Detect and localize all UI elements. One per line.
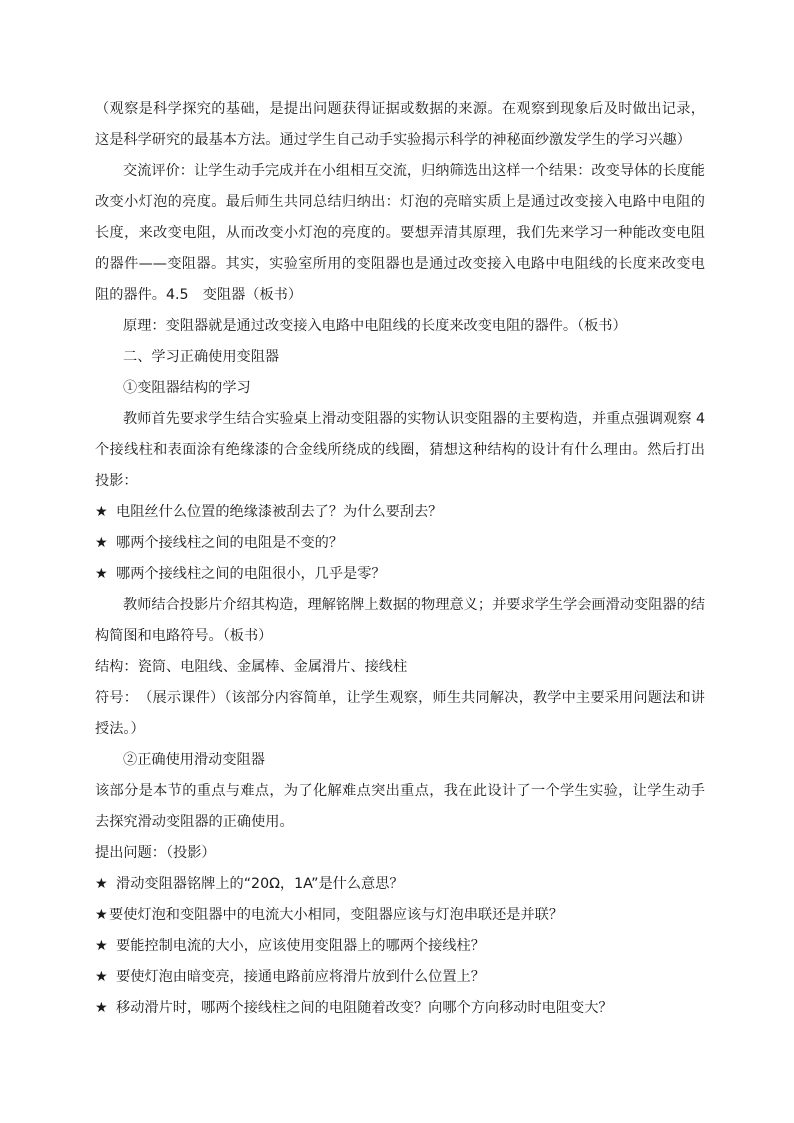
question-text: 电阻丝什么位置的绝缘漆被刮去了？为什么要刮去？ [116, 504, 443, 520]
paragraph-principle: 原理：变阻器就是通过改变接入电路中电阻线的长度来改变电阻的器件。（板书） [123, 318, 627, 334]
paragraph-teacher-instruction: 教师首先要求学生结合实验桌上滑动变阻器的实物认识变阻器的主要构造，并重点强调观察 4 个接线柱和表面涂有绝缘漆的合金线所绕成的线圈，猜想这种结构的设计有什么理由。然后打出投影： [95, 411, 705, 489]
question-text: 滑动变阻器铭牌上的“20Ω，1A”是什么意思？ [116, 876, 404, 892]
star-icon: ★ [95, 566, 108, 582]
question-item [95, 962, 705, 993]
star-icon: ★ [95, 504, 108, 520]
star-icon: ★ [95, 535, 108, 551]
subsection-heading-correct-use: ②正确使用滑动变阻器 [123, 752, 265, 768]
question-item [95, 900, 705, 931]
star-icon: ★ [95, 907, 108, 923]
paragraph-exchange-evaluation: 交流评价：让学生动手完成并在小组相互交流，归纳筛选出这样一个结果：改变导体的长度能改变小灯泡的亮度。最后师生共同总结归纳出：灯泡的亮暗实质上是通过改变接入电路中电阻的长度，来改变电阻，从而改变小灯泡的亮度的。要想弄清其原理，我们先来学习一种能改变电阻的器件——变阻器。其实，实验室所用的变阻器也是通过改变接入电路中电阻线的长度来改变电阻的器件。4.5 变阻器（板书） [95, 163, 705, 303]
question-text: 移动滑片时，哪两个接线柱之间的电阻随着改变？向哪个方向移动时电阻变大？ [116, 1000, 613, 1016]
question-item [95, 528, 705, 559]
section-heading-use-rheostat: 二、学习正确使用变阻器 [123, 349, 280, 365]
question-text: 哪两个接线柱之间的电阻是不变的？ [116, 535, 344, 551]
question-text: 要使灯泡和变阻器中的电流大小相同，变阻器应该与灯泡串联还是并联？ [109, 907, 564, 923]
question-item [95, 869, 705, 900]
question-item [95, 931, 705, 962]
question-text: 哪两个接线柱之间的电阻很小，几乎是零？ [116, 566, 386, 582]
star-icon: ★ [95, 969, 108, 985]
question-text: 要使灯泡由暗变亮，接通电路前应将滑片放到什么位置上？ [116, 969, 485, 985]
paragraph-symbol: 符号： （展示课件）（该部分内容简单，让学生观察，师生共同解决，教学中主要采用问题法和讲授法。） [95, 690, 705, 737]
question-item [95, 559, 705, 590]
document-page [95, 94, 705, 1024]
question-item [95, 993, 705, 1024]
star-icon: ★ [95, 876, 108, 892]
paragraph-key-point: 该部分是本节的重点与难点，为了化解难点突出重点，我在此设计了一个学生实验，让学生动手去探究滑动变阻器的正确使用。 [95, 783, 705, 830]
star-icon: ★ [95, 1000, 108, 1016]
paragraph-raise-questions: 提出问题：（投影） [95, 845, 216, 861]
paragraph-projection-intro: 教师结合投影片介绍其构造，理解铭牌上数据的物理意义；并要求学生学会画滑动变阻器的结构简图和电路符号。（板书） [95, 597, 705, 644]
star-icon: ★ [95, 938, 108, 954]
question-text: 要能控制电流的大小，应该使用变阻器上的哪两个接线柱？ [116, 938, 485, 954]
paragraph-structure: 结构：瓷筒、电阻线、金属棒、金属滑片、接线柱 [95, 659, 408, 675]
subsection-heading-structure: ①变阻器结构的学习 [123, 380, 251, 396]
paragraph-observation-note: （观察是科学探究的基础，是提出问题获得证据或数据的来源。在观察到现象后及时做出记录，这是科学研究的最基本方法。通过学生自己动手实验揭示科学的神秘面纱激发学生的学习兴趣） [95, 101, 705, 148]
question-item [95, 497, 705, 528]
